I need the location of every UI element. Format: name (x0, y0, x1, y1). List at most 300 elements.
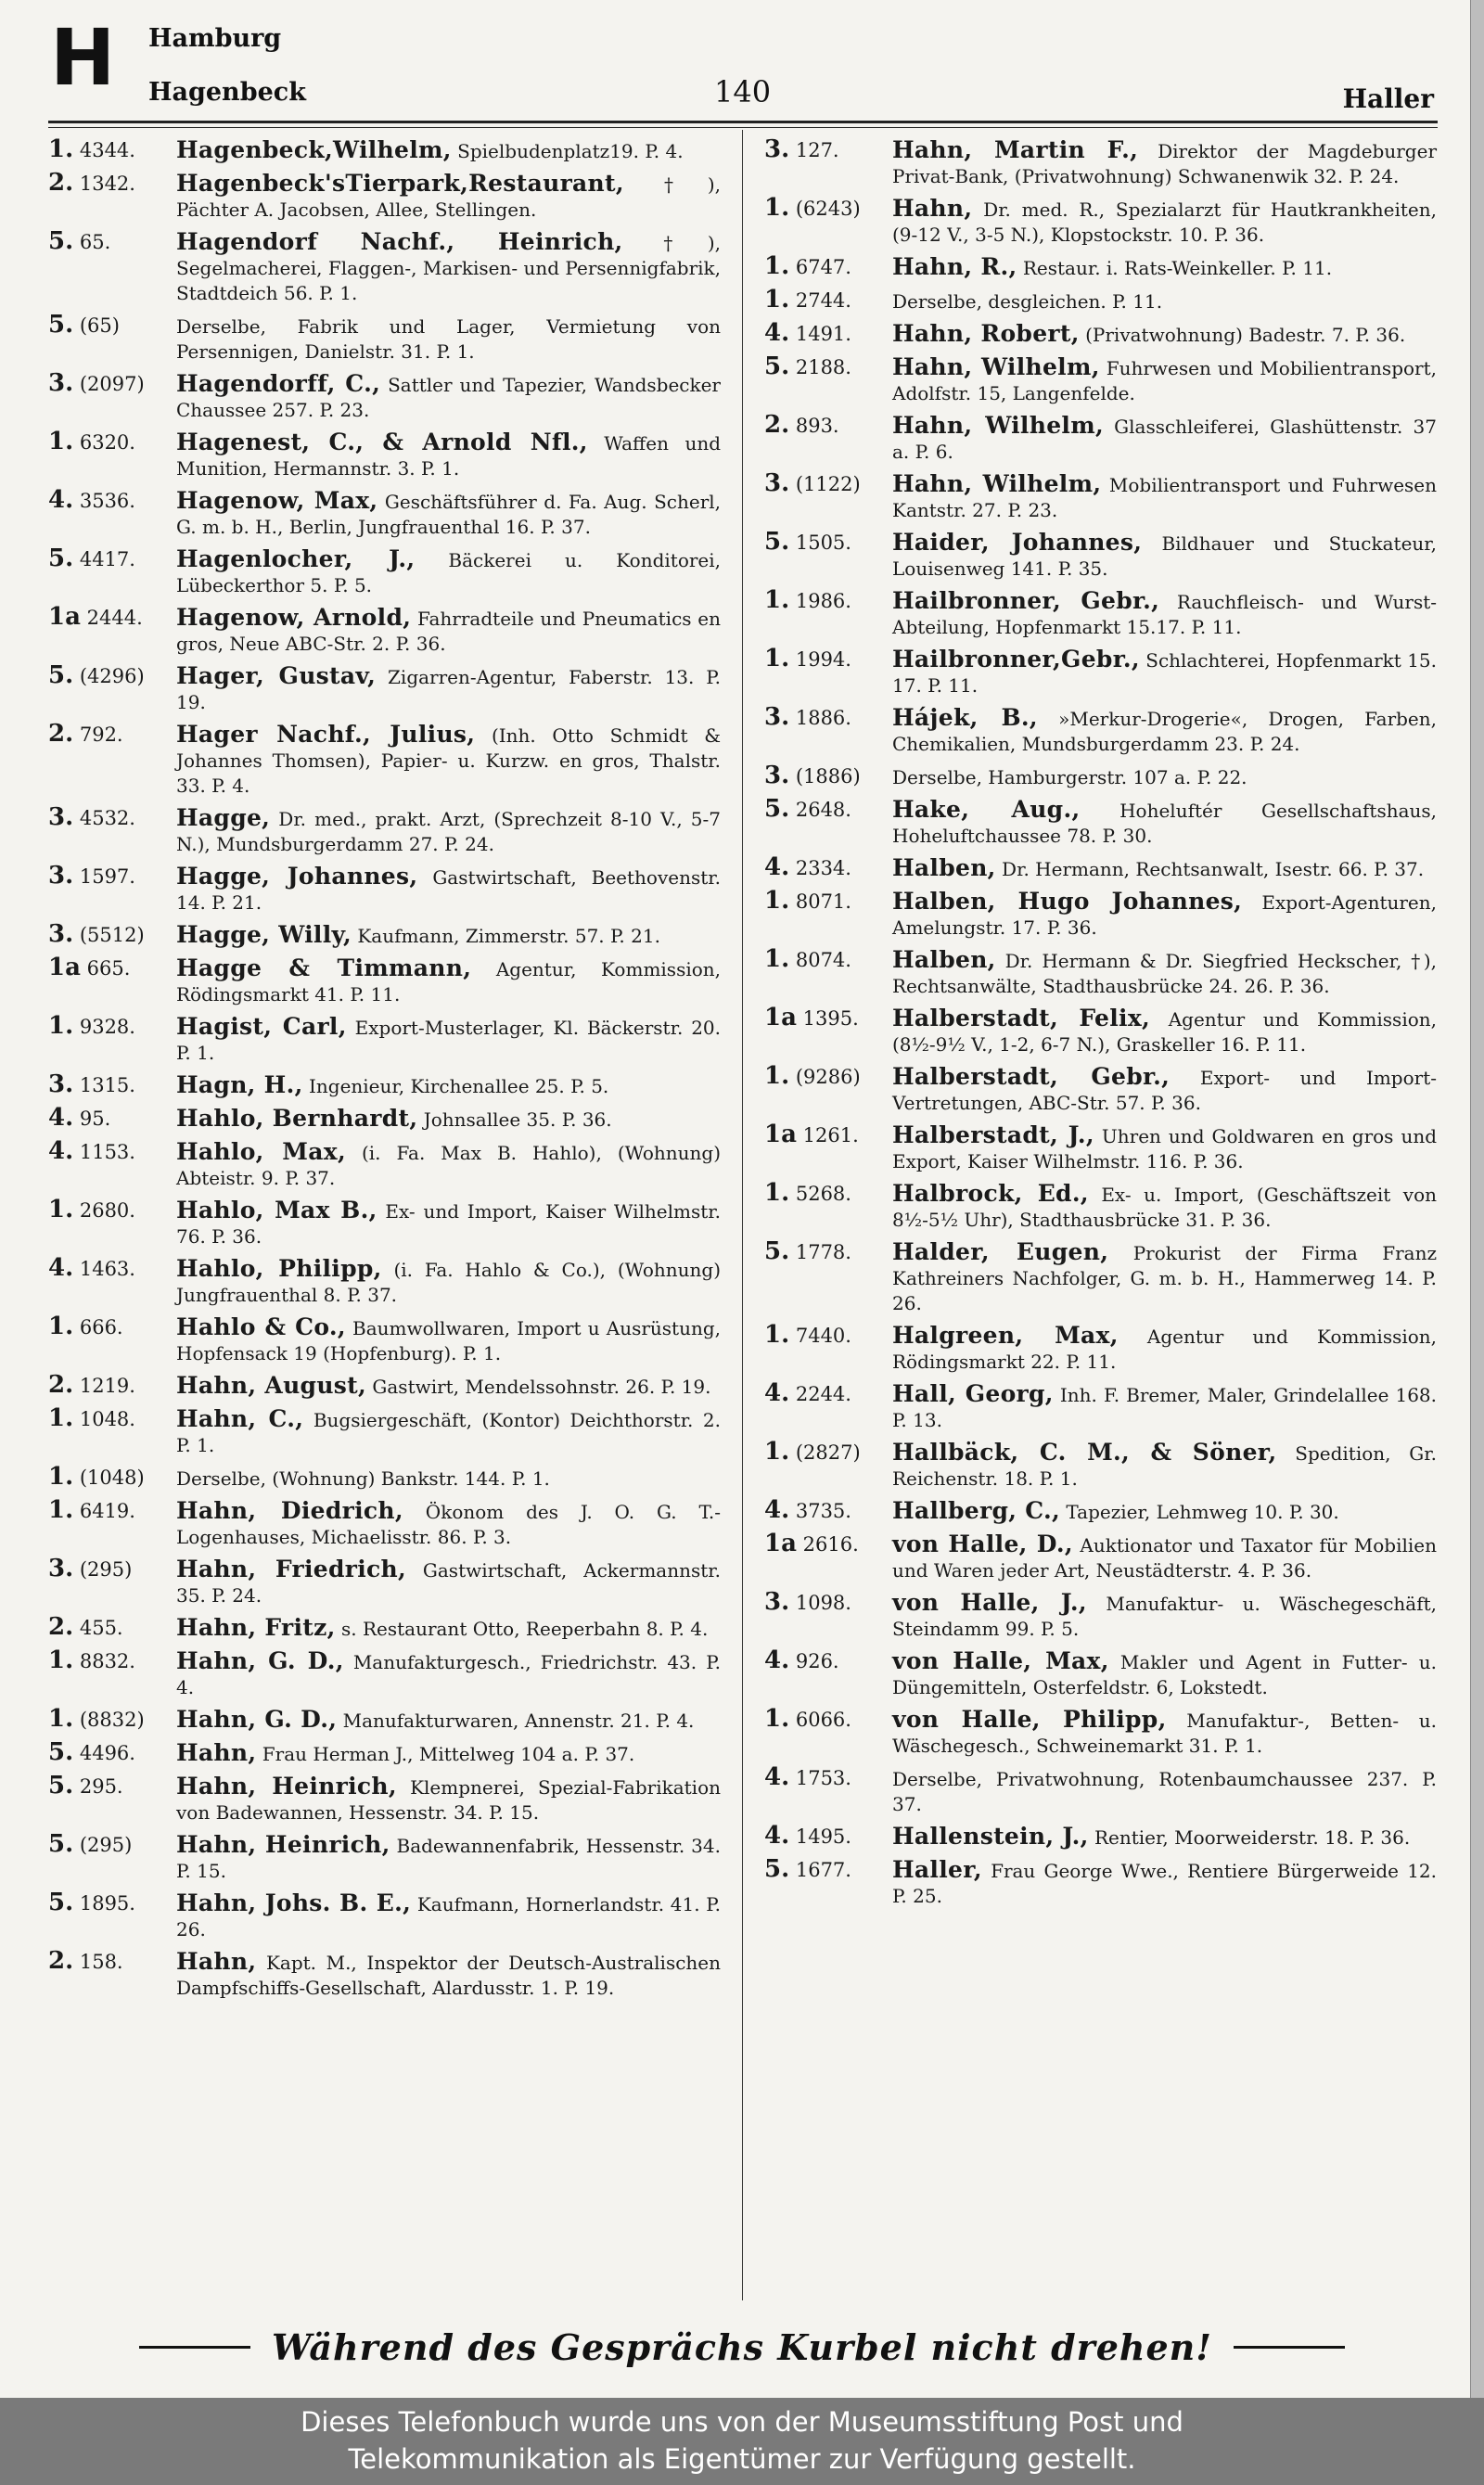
subscriber-name: Hagenest, C., & Arnold Nfl., (176, 429, 588, 455)
entry-body (892, 588, 1437, 640)
entry-body (176, 805, 721, 857)
exchange-office: 1. (764, 887, 790, 915)
exchange-office: 1a (764, 1004, 797, 1031)
exchange-office: 1. (764, 286, 790, 314)
exchange-office: 1. (764, 645, 790, 672)
exchange-office: 3. (48, 369, 74, 397)
directory-entry (48, 1256, 721, 1308)
directory-entry (764, 1181, 1437, 1233)
phone-number (48, 1198, 169, 1223)
line-number: 1677. (795, 1859, 851, 1881)
exchange-office: 1. (48, 1313, 74, 1340)
subscriber-name: Hahn, August, (176, 1372, 367, 1399)
line-number: 2188. (795, 356, 851, 378)
line-number: (1048) (79, 1467, 145, 1489)
directory-entry (764, 471, 1437, 523)
entry-body (892, 1440, 1437, 1492)
phone-number (48, 1774, 169, 1800)
subscriber-details: Fuhrwesen und Mobilientransport, Adolfstr. 15, Langenfelde. (892, 357, 1437, 404)
directory-entry (48, 955, 721, 1007)
subscriber-name: Hahn, G. D., (176, 1706, 338, 1733)
subscriber-name: Hall, Georg, (892, 1380, 1054, 1407)
directory-entry (764, 1122, 1437, 1174)
subscriber-name: Hahn, C., (176, 1405, 304, 1432)
subscriber-name: Hahn, Heinrich, (176, 1831, 390, 1858)
directory-entry (48, 1139, 721, 1191)
entry-body (892, 1824, 1437, 1851)
line-number: 1342. (79, 173, 135, 195)
entry-body (176, 1014, 721, 1066)
exchange-office: 4. (764, 1646, 790, 1674)
subscriber-details: »Merkur-Drogerie«, Drogen, Farben, Chemikalien, Mundsburgerdamm 23. P. 24. (892, 708, 1438, 755)
directory-entry (48, 229, 721, 306)
subscriber-details: Derselbe, Privatwohnung, Rotenbaumchaussee 237. P. 37. (892, 1768, 1437, 1815)
entry-body (176, 864, 721, 916)
subscriber-name: Hahn, Friedrich, (176, 1556, 407, 1582)
exchange-office: 1. (48, 1404, 74, 1432)
directory-entry (48, 1373, 721, 1400)
directory-entry (764, 196, 1437, 248)
phone-number (764, 705, 885, 731)
entry-body (892, 947, 1437, 999)
directory-entry (48, 1832, 721, 1884)
directory-entry (48, 864, 721, 916)
line-number: 8071. (795, 890, 851, 913)
line-number: 6066. (795, 1709, 851, 1731)
directory-entry (48, 488, 721, 540)
entry-body (892, 797, 1437, 849)
exchange-office: 4. (48, 1104, 74, 1132)
subscriber-details: Direktor der Magdeburger Privat-Bank, (Privatwohnung) Schwanenwik 32. P. 24. (892, 140, 1438, 187)
subscriber-name: Hake, Aug., (892, 796, 1081, 823)
exchange-office: 1a (764, 1530, 797, 1557)
line-number: 127. (795, 139, 839, 161)
exchange-office: 2. (48, 169, 74, 197)
directory-entry (764, 1648, 1437, 1700)
subscriber-details: Dr. med., prakt. Arzt, (Sprechzeit 8-10 V., 5-7 N.), Mundsburgerdamm 27. P. 24. (176, 808, 721, 855)
exchange-office: 3. (764, 135, 790, 163)
exchange-office: 2. (48, 1613, 74, 1641)
entry-body (176, 1498, 721, 1550)
subscriber-details: Dr. med. R., Spezialarzt für Hautkrankheiten, (9-12 V., 3-5 N.), Klopstockstr. 10. P. 36. (892, 199, 1438, 246)
phone-number (764, 763, 885, 789)
header-rule (48, 121, 1438, 123)
line-number: (2827) (795, 1441, 861, 1464)
entry-body (176, 955, 721, 1007)
subscriber-details: Export-Musterlager, Kl. Bäckerstr. 20. P. 1. (176, 1017, 722, 1064)
exchange-office: 1. (48, 1646, 74, 1674)
directory-entry (764, 797, 1437, 849)
phone-number (764, 1381, 885, 1407)
line-number: 8074. (795, 949, 851, 971)
line-number: 4532. (79, 807, 135, 829)
exchange-office: 3. (48, 1555, 74, 1582)
exchange-office: 1a (48, 954, 81, 981)
phone-number (48, 1707, 169, 1733)
phone-number (48, 546, 169, 572)
exchange-office: 1. (764, 1705, 790, 1733)
phone-number (48, 1498, 169, 1524)
subscriber-details: Manufaktur- u. Wäschegeschäft, Steindamm 99. P. 5. (892, 1593, 1438, 1640)
line-number: 1098. (795, 1592, 851, 1614)
line-number: 1886. (795, 707, 851, 729)
entry-body (176, 171, 721, 223)
entry-body (176, 1314, 721, 1366)
directory-entry (48, 1465, 721, 1492)
phone-number (764, 1707, 885, 1733)
subscriber-details: (Inh. Otto Schmidt & Johannes Thomsen), Papier- u. Kurzw. en gros, Thalstr. 33. P. 4. (176, 724, 721, 797)
subscriber-details: Zigarren-Agentur, Faberstr. 13. P. 19. (176, 666, 721, 713)
directory-entry (48, 922, 721, 949)
directory-entry (48, 1406, 721, 1458)
line-number: 95. (79, 1108, 111, 1130)
exchange-office: 1. (48, 428, 74, 455)
subscriber-name: Halben, (892, 854, 996, 881)
entry-body (892, 1857, 1437, 1909)
exchange-office: 5. (764, 1855, 790, 1883)
line-number: (295) (79, 1834, 133, 1856)
subscriber-name: Hallberg, C., (892, 1497, 1061, 1524)
subscriber-name: Hagge, (176, 804, 271, 831)
entry-body (892, 763, 1437, 790)
exchange-office: 1. (764, 1438, 790, 1466)
exchange-office: 1. (764, 1179, 790, 1207)
directory-entry (764, 947, 1437, 999)
exchange-office: 4. (764, 853, 790, 881)
subscriber-name: Hagge & Timmann, (176, 954, 472, 981)
exchange-office: 5. (764, 795, 790, 823)
line-number: 455. (79, 1617, 123, 1639)
subscriber-name: Hagendorff, C., (176, 370, 381, 397)
phone-number (48, 137, 169, 163)
line-number: 1986. (795, 590, 851, 612)
entry-body (892, 1006, 1437, 1057)
entry-body (176, 1556, 721, 1608)
exchange-office: 1. (764, 586, 790, 614)
exchange-office: 4. (764, 1763, 790, 1791)
exchange-office: 5. (48, 1830, 74, 1858)
subscriber-name: Hagenow, Arnold, (176, 604, 412, 631)
exchange-office: 5. (48, 1738, 74, 1766)
directory-entry (764, 288, 1437, 314)
subscriber-details: Ökonom des J. O. G. T.-Logenhauses, Michaelisstr. 86. P. 3. (176, 1501, 721, 1548)
subscriber-details: Dr. Hermann, Rechtsanwalt, Isestr. 66. P. 37. (1002, 858, 1425, 880)
entry-body (176, 605, 721, 657)
exchange-office: 5. (48, 1772, 74, 1800)
line-number: 2244. (795, 1383, 851, 1405)
line-number: 2744. (795, 289, 851, 312)
subscriber-name: Hahn, Wilhelm, (892, 470, 1102, 497)
header-range-from: Hamburg (148, 24, 282, 53)
page-number: 140 (714, 74, 772, 109)
subscriber-name: Hahn, R., (892, 253, 1017, 280)
line-number: 295. (79, 1775, 123, 1798)
directory-entry (764, 413, 1437, 465)
subscriber-details: Mobilientransport und Fuhrwesen Kantstr. 27. P. 23. (892, 474, 1438, 521)
directory-entry (764, 1590, 1437, 1642)
phone-number (764, 413, 885, 439)
directory-entry (764, 1006, 1437, 1057)
subscriber-name: Hahn, Diedrich, (176, 1497, 403, 1524)
exchange-office: 1. (764, 194, 790, 222)
subscriber-name: Hallenstein, J., (892, 1823, 1089, 1850)
line-number: 158. (79, 1951, 123, 1973)
phone-number (48, 229, 169, 255)
subscriber-details: Frau Herman J., Mittelweg 104 a. P. 37. (262, 1743, 635, 1765)
entry-body (176, 663, 721, 715)
exchange-office: 5. (48, 544, 74, 572)
subscriber-name: Hahn, Heinrich, (176, 1773, 397, 1800)
phone-number (48, 1465, 169, 1491)
phone-number (764, 1590, 885, 1616)
phone-number (764, 254, 885, 280)
entry-body (892, 288, 1437, 314)
subscriber-details: Agentur und Kommission, (8½-9½ V., 1-2, 6-7 N.), Graskeller 16. P. 11. (892, 1008, 1437, 1056)
phone-number (48, 1556, 169, 1582)
exchange-office: 1. (48, 1012, 74, 1040)
entry-body (892, 530, 1437, 582)
phone-number (48, 1106, 169, 1132)
line-number: 1219. (79, 1375, 135, 1397)
entry-body (892, 471, 1437, 523)
directory-entry (48, 1014, 721, 1066)
phone-number (764, 1181, 885, 1207)
subscriber-details: Ingenieur, Kirchenallee 25. P. 5. (308, 1075, 609, 1097)
exchange-office: 4. (764, 319, 790, 347)
subscriber-name: Hagenbeck,Wilhelm, (176, 136, 452, 163)
subscriber-name: Halben, (892, 946, 996, 973)
line-number: 4344. (79, 139, 135, 161)
exchange-office: 3. (48, 862, 74, 890)
phone-number (764, 354, 885, 380)
entry-body (176, 722, 721, 799)
entry-body (892, 705, 1437, 757)
entry-body (892, 1765, 1437, 1817)
subscriber-details: Johnsallee 35. P. 36. (423, 1108, 612, 1131)
entry-body (892, 254, 1437, 281)
line-number: 1994. (795, 648, 851, 671)
subscriber-details: Export- und Import-Vertretungen, ABC-Str. 57. P. 36. (892, 1067, 1438, 1114)
footer-slogan: Während des Gesprächs Kurbel nicht drehen! (272, 2326, 1212, 2368)
exchange-office: 3. (764, 703, 790, 731)
header-rule-thin (48, 127, 1438, 128)
subscriber-name: Hahlo, Max B., (176, 1197, 377, 1223)
line-number: 792. (79, 724, 123, 746)
directory-entry (48, 722, 721, 799)
directory-entry (48, 1314, 721, 1366)
subscriber-details: Glasschleiferei, Glashüttenstr. 37 a. P. 6. (892, 416, 1437, 463)
exchange-office: 4. (48, 1254, 74, 1282)
subscriber-name: Halbrock, Ed., (892, 1180, 1089, 1207)
phone-number (764, 530, 885, 556)
subscriber-details: (i. Fa. Hahlo & Co.), (Wohnung) Jungfrauenthal 8. P. 37. (176, 1259, 722, 1306)
phone-number (48, 864, 169, 890)
line-number: (65) (79, 314, 120, 337)
phone-number (48, 1139, 169, 1165)
entry-body (892, 1323, 1437, 1375)
phone-number (764, 647, 885, 672)
exchange-office: 1. (48, 1196, 74, 1223)
phone-number (764, 1323, 885, 1349)
directory-entry (48, 1106, 721, 1133)
directory-entry (764, 1440, 1437, 1492)
directory-entry (764, 705, 1437, 757)
phone-number (48, 488, 169, 514)
ownership-notice (0, 2398, 1484, 2485)
entry-body (892, 1122, 1437, 1174)
subscriber-details: Ex- und Import, Kaiser Wilhelmstr. 76. P. 36. (176, 1200, 722, 1248)
subscriber-name: Hahn, (176, 1739, 257, 1766)
subscriber-name: Halder, Eugen, (892, 1238, 1109, 1265)
directory-entry (48, 1890, 721, 1942)
exchange-office: 4. (764, 1822, 790, 1850)
directory-entry (48, 1072, 721, 1099)
exchange-office: 3. (764, 469, 790, 497)
directory-entry (764, 1064, 1437, 1116)
line-number: 665. (86, 957, 131, 980)
directory-entry (48, 546, 721, 598)
header-last-entry: Haller (1342, 83, 1434, 114)
exchange-office: 4. (764, 1496, 790, 1524)
line-number: 6747. (795, 256, 851, 278)
subscriber-details: Gastwirtschaft, Beethovenstr. 14. P. 21. (176, 866, 722, 914)
phone-number (48, 1890, 169, 1916)
subscriber-details: Dr. Hermann & Dr. Siegfried Heckscher, †), Rechtsanwälte, Stadthausbrücke 24. 26. P. 36. (892, 950, 1437, 997)
entry-body (176, 137, 721, 164)
phone-number (48, 371, 169, 397)
exchange-office: 3. (48, 920, 74, 948)
phone-number (764, 1857, 885, 1883)
entry-body (892, 321, 1437, 348)
subscriber-name: Hagge, Johannes, (176, 863, 418, 890)
subscriber-details: †), Segelmacherei, Flaggen-, Markisen- und Persennigfabrik, Stadtdeich 56. P. 1. (176, 232, 721, 304)
line-number: 1505. (795, 532, 851, 554)
notice-line-2: Telekommunikation als Eigentümer zur Verfügung gestellt. (348, 2443, 1136, 2475)
line-number: 7440. (795, 1325, 851, 1347)
subscriber-details: Derselbe, Fabrik und Lager, Vermietung von Persennigen, Danielstr. 31. P. 1. (176, 315, 721, 363)
phone-number (764, 471, 885, 497)
phone-number (764, 1006, 885, 1031)
subscriber-name: Hagn, H., (176, 1071, 303, 1098)
subscriber-name: Hahn, Robert, (892, 320, 1080, 347)
subscriber-details: Derselbe, (Wohnung) Bankstr. 144. P. 1. (176, 1467, 550, 1490)
line-number: 4417. (79, 548, 135, 570)
subscriber-details: Baumwollwaren, Import u Ausrüstung, Hopfensack 19 (Hopfenburg). P. 1. (176, 1317, 722, 1364)
notice-line-1: Dieses Telefonbuch wurde uns von der Museumsstiftung Post und (301, 2406, 1183, 2438)
directory-entry (764, 588, 1437, 640)
subscriber-details: s. Restaurant Otto, Reeperbahn 8. P. 4. (340, 1618, 709, 1640)
line-number: (6243) (795, 198, 861, 220)
directory-entry (48, 429, 721, 481)
entry-body (176, 1373, 721, 1400)
directory-entry (48, 1774, 721, 1825)
line-number: 3735. (795, 1500, 851, 1522)
subscriber-details: Bugsiergeschäft, (Kontor) Deichthorstr. 2. P. 1. (176, 1409, 722, 1456)
line-number: (8832) (79, 1709, 145, 1731)
line-number: 3536. (79, 490, 135, 512)
line-number: 2334. (795, 857, 851, 879)
subscriber-name: von Halle, J., (892, 1589, 1087, 1616)
exchange-office: 1. (764, 252, 790, 280)
line-number: 1778. (795, 1241, 851, 1263)
directory-entry (764, 137, 1437, 189)
line-number: 666. (79, 1316, 123, 1339)
directory-entry (764, 1239, 1437, 1316)
subscriber-details: Export-Agenturen, Amelungstr. 17. P. 36. (892, 891, 1437, 939)
subscriber-details: Makler und Agent in Futter- u. Düngemitteln, Osterfeldstr. 6, Lokstedt. (892, 1651, 1437, 1698)
subscriber-name: Hahn, Wilhelm, (892, 353, 1100, 380)
phone-number (764, 1440, 885, 1466)
phone-number (48, 722, 169, 748)
phone-number (764, 588, 885, 614)
entry-body (176, 1949, 721, 2001)
directory-entry (764, 855, 1437, 882)
phone-number (48, 1256, 169, 1282)
subscriber-name: Hahn, Martin F., (892, 136, 1139, 163)
line-number: 1597. (79, 865, 135, 888)
subscriber-details: Derselbe, desgleichen. P. 11. (892, 290, 1163, 313)
exchange-office: 1a (764, 1121, 797, 1148)
phone-number (764, 1498, 885, 1524)
subscriber-name: Hailbronner,Gebr., (892, 646, 1140, 672)
entry-body (176, 1615, 721, 1642)
entry-body (892, 1239, 1437, 1316)
line-number: (2097) (79, 373, 145, 395)
entry-body (892, 196, 1437, 248)
subscriber-details: Manufaktur-, Betten- u. Wäschegesch., Schweinemarkt 31. P. 1. (892, 1710, 1437, 1757)
exchange-office: 5. (764, 1237, 790, 1265)
subscriber-details: Manufakturgesch., Friedrichstr. 43. P. 4. (176, 1651, 722, 1698)
subscriber-name: von Halle, Philipp, (892, 1706, 1167, 1733)
subscriber-name: Halben, Hugo Johannes, (892, 888, 1243, 915)
phone-number (48, 955, 169, 981)
subscriber-name: Hahn, G. D., (176, 1647, 344, 1674)
exchange-office: 3. (48, 1070, 74, 1098)
subscriber-details: Bildhauer und Stuckateur, Louisenweg 141. P. 35. (892, 532, 1438, 580)
directory-entry (48, 1648, 721, 1700)
subscriber-details: Fahrradteile und Pneumatics en gros, Neue ABC-Str. 2. P. 36. (176, 608, 721, 655)
directory-entry (764, 763, 1437, 790)
directory-entry (764, 321, 1437, 348)
phone-number (764, 1531, 885, 1557)
subscriber-details: Waffen und Munition, Hermannstr. 3. P. 1. (176, 432, 722, 480)
entry-body (892, 1181, 1437, 1233)
directory-entry (764, 889, 1437, 941)
phone-number (48, 605, 169, 631)
subscriber-details: Restaur. i. Rats-Weinkeller. P. 11. (1022, 257, 1333, 279)
line-number: 5268. (795, 1183, 851, 1205)
phone-number (48, 1406, 169, 1432)
subscriber-details: Tapezier, Lehmweg 10. P. 30. (1066, 1501, 1339, 1523)
subscriber-name: Hagist, Carl, (176, 1013, 347, 1040)
phone-number (48, 1314, 169, 1340)
directory-entry (48, 805, 721, 857)
entry-body (892, 413, 1437, 465)
subscriber-name: Halberstadt, Gebr., (892, 1063, 1171, 1090)
line-number: (4296) (79, 665, 145, 687)
line-number: 1395. (802, 1007, 859, 1030)
exchange-office: 5. (48, 311, 74, 339)
phone-number (48, 1949, 169, 1975)
exchange-office: 1. (48, 135, 74, 163)
line-number: 4496. (79, 1742, 135, 1764)
entry-body (176, 1740, 721, 1767)
subscriber-details: Inh. F. Bremer, Maler, Grindelallee 168. P. 13. (892, 1384, 1438, 1431)
subscriber-details: Agentur, Kommission, Rödingsmarkt 41. P. 11. (176, 958, 722, 1006)
entry-body (176, 546, 721, 598)
exchange-office: 5. (48, 227, 74, 255)
directory-entry (48, 371, 721, 423)
